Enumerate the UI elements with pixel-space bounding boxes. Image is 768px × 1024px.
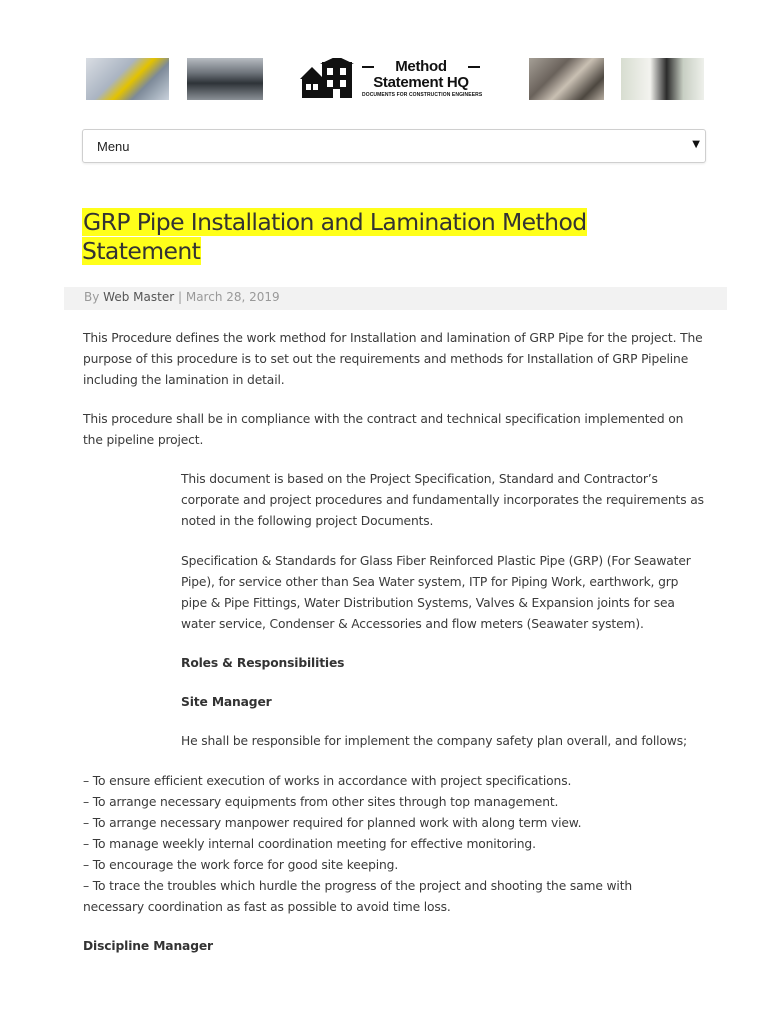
meta-by: By bbox=[84, 290, 100, 304]
site-header bbox=[86, 58, 706, 102]
page-title-text: GRP Pipe Installation and Lamination Method Statement bbox=[82, 208, 587, 265]
keys-handover-image bbox=[621, 58, 704, 100]
intro-paragraph bbox=[83, 328, 703, 391]
logo-title-line1: Method bbox=[395, 58, 447, 75]
discipline-manager-heading: Discipline Manager bbox=[83, 939, 213, 953]
list-item: – To trace the troubles which hurdle the progress of the project and shooting the same with necessary coordination as fast as possible to avoid time loss. bbox=[83, 879, 633, 914]
compliance-paragraph bbox=[83, 409, 703, 451]
author-link[interactable]: Web Master bbox=[103, 290, 175, 304]
basis-paragraph bbox=[181, 469, 706, 532]
page-title bbox=[82, 208, 702, 266]
list-item: – To arrange necessary equipments from other sites through top management. bbox=[83, 795, 559, 809]
paragraph: This Procedure defines the work method for Installation and lamination of GRP Pipe for the project. The purpose of this procedure is to set out the requirements and methods for Installation of GRP Pipeline including the lamination in detail. bbox=[83, 331, 703, 387]
post-meta-bar bbox=[64, 287, 727, 310]
specification-paragraph bbox=[181, 551, 706, 635]
paragraph: Specification & Standards for Glass Fiber Reinforced Plastic Pipe (GRP) (For Seawater Pipe), for service other than Sea Water system, ITP for Piping Work, earthwork, grp pipe & Pipe Fittings, Water Distribution Systems, Valves & Expansion joints for sea water service, Condenser & Accessories and flow meters (Seawater system). bbox=[181, 554, 691, 631]
list-item: – To manage weekly internal coordination meeting for effective monitoring. bbox=[83, 837, 536, 851]
roles-heading: Roles & Responsibilities bbox=[181, 656, 345, 670]
building-logo-icon bbox=[300, 58, 360, 100]
paragraph: This document is based on the Project Specification, Standard and Contractor’s corporate and project procedures and fundamentally incorporates the requirements as noted in the following project Documents. bbox=[181, 472, 704, 528]
site-manager-intro: He shall be responsible for implement the company safety plan overall, and follows; bbox=[181, 734, 687, 748]
site-manager-heading: Site Manager bbox=[181, 695, 272, 709]
logo-tagline: DOCUMENTS FOR CONSTRUCTION ENGINEERS bbox=[362, 92, 483, 98]
construction-workers-image bbox=[86, 58, 169, 100]
paragraph: This procedure shall be in compliance with the contract and technical specification implemented on the pipeline project. bbox=[83, 412, 684, 447]
logo-title-line2: Statement HQ bbox=[373, 74, 469, 91]
site-logo[interactable] bbox=[300, 58, 483, 102]
list-item: – To ensure efficient execution of works in accordance with project specifications. bbox=[83, 774, 572, 788]
post-meta bbox=[84, 290, 280, 304]
site-manager-duties-list bbox=[83, 771, 703, 918]
tiling-image bbox=[529, 58, 604, 100]
list-item: – To encourage the work force for good site keeping. bbox=[83, 858, 399, 872]
article-header bbox=[82, 208, 702, 266]
pipes-image bbox=[187, 58, 263, 100]
chevron-down-icon: ▼ bbox=[692, 139, 700, 150]
menu-label: Menu bbox=[97, 139, 130, 154]
meta-separator: | bbox=[177, 290, 183, 304]
menu-dropdown[interactable] bbox=[82, 129, 706, 163]
post-date: March 28, 2019 bbox=[185, 290, 280, 304]
list-item: – To arrange necessary manpower required for planned work with along term view. bbox=[83, 816, 582, 830]
